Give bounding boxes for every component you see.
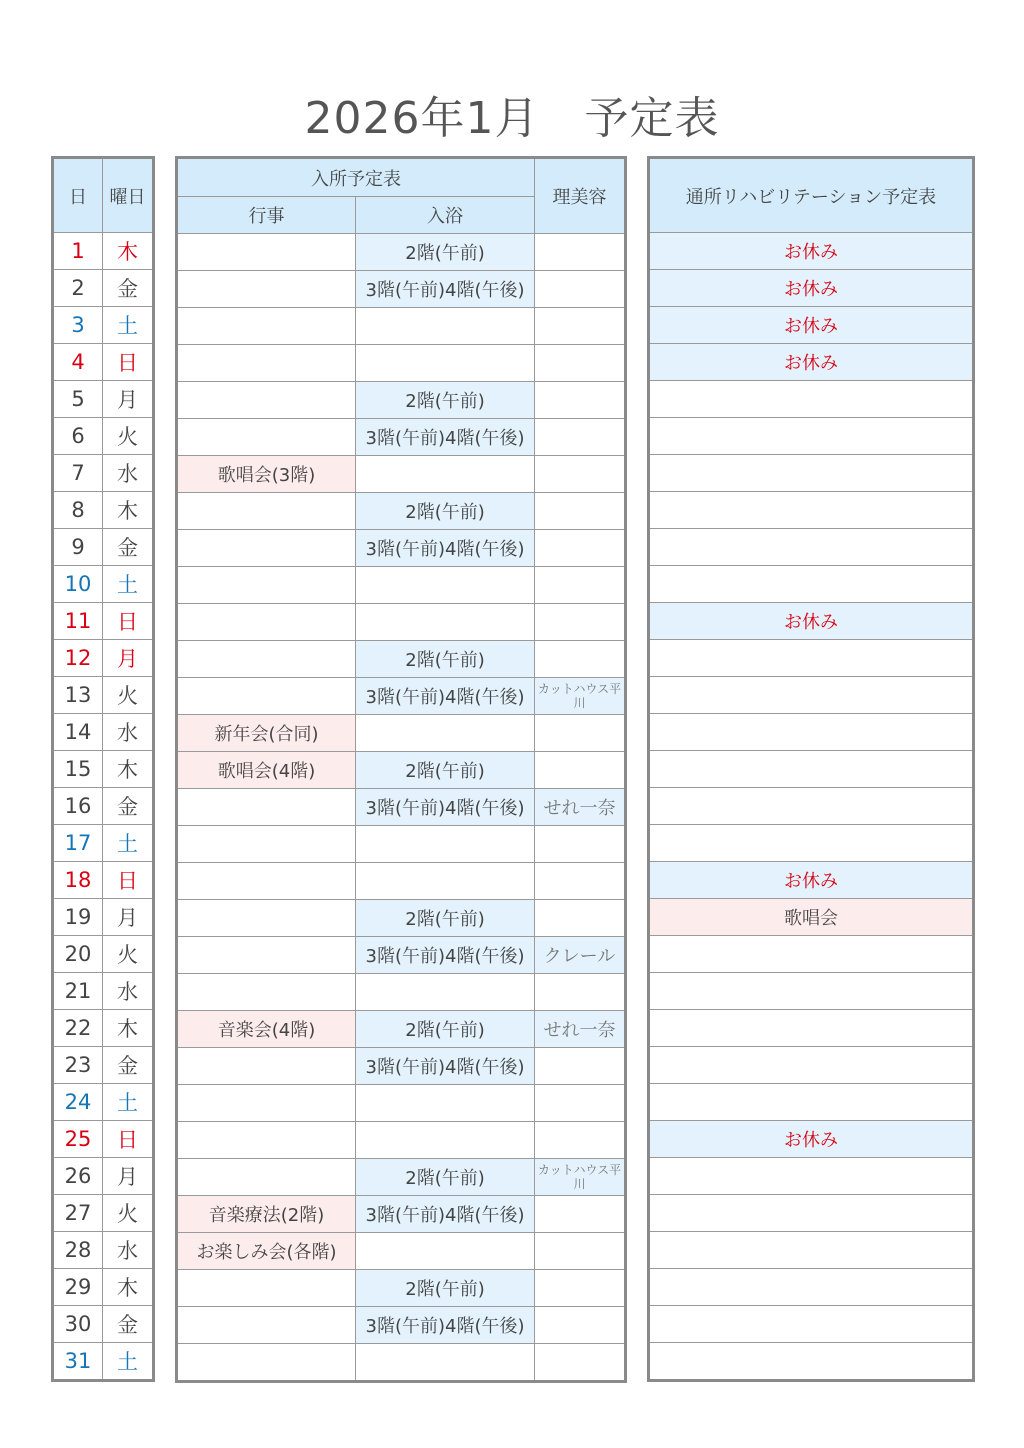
rehab-cell: [649, 936, 974, 973]
day-cell: 22: [53, 1010, 103, 1047]
rehab-cell: [649, 640, 974, 677]
rehab-header: 通所リハビリテーション予定表: [649, 158, 974, 233]
day-cell: 31: [53, 1343, 103, 1381]
rehab-row: [649, 418, 974, 455]
weekday-cell: 火: [103, 418, 154, 455]
barber-cell: [535, 382, 626, 419]
weekday-cell: 金: [103, 788, 154, 825]
barber-cell: [535, 974, 626, 1011]
weekday-cell: 土: [103, 566, 154, 603]
nyusho-row: [177, 1233, 626, 1270]
day-cell: 1: [53, 233, 103, 270]
day-cell: 12: [53, 640, 103, 677]
weekday-cell: 金: [103, 1306, 154, 1343]
weekday-cell: 日: [103, 344, 154, 381]
date-row: [53, 529, 154, 566]
date-row: [53, 418, 154, 455]
day-cell: 17: [53, 825, 103, 862]
bath-cell: [356, 1085, 535, 1122]
barber-cell: [535, 1085, 626, 1122]
bath-cell: 2階(午前): [356, 900, 535, 937]
gyoji-header: 行事: [177, 197, 356, 234]
date-row: [53, 1010, 154, 1047]
rehab-cell: [649, 1158, 974, 1195]
day-cell: 21: [53, 973, 103, 1010]
date-row: [53, 455, 154, 492]
nyusho-row: [177, 1159, 626, 1196]
barber-cell: [535, 345, 626, 382]
nyusho-row: [177, 1196, 626, 1233]
barber-cell: せれ一奈: [535, 789, 626, 826]
event-cell: [177, 900, 356, 937]
barber-cell: [535, 1307, 626, 1344]
weekday-cell: 金: [103, 529, 154, 566]
nyusho-row: [177, 271, 626, 308]
event-cell: [177, 1122, 356, 1159]
date-row: [53, 1195, 154, 1232]
weekday-cell: 木: [103, 233, 154, 270]
weekday-cell: 土: [103, 1084, 154, 1121]
weekday-cell: 水: [103, 714, 154, 751]
rehab-row: [649, 1121, 974, 1158]
weekday-cell: 土: [103, 1343, 154, 1381]
bath-cell: [356, 308, 535, 345]
nyusho-row: [177, 752, 626, 789]
day-cell: 10: [53, 566, 103, 603]
nyusho-table: [175, 156, 627, 1383]
date-row: [53, 862, 154, 899]
event-cell: 音楽会(4階): [177, 1011, 356, 1048]
rehab-row: [649, 862, 974, 899]
barber-cell: [535, 456, 626, 493]
barber-cell: [535, 419, 626, 456]
bath-cell: [356, 345, 535, 382]
event-cell: 音楽療法(2階): [177, 1196, 356, 1233]
bath-cell: 3階(午前)4階(午後): [356, 271, 535, 308]
event-cell: [177, 234, 356, 271]
bath-cell: 3階(午前)4階(午後): [356, 1307, 535, 1344]
barber-cell: [535, 493, 626, 530]
date-row: [53, 1269, 154, 1306]
rehab-row: [649, 1195, 974, 1232]
event-cell: [177, 826, 356, 863]
event-cell: [177, 1085, 356, 1122]
rehab-row: [649, 825, 974, 862]
date-row: [53, 640, 154, 677]
event-cell: [177, 345, 356, 382]
weekday-cell: 木: [103, 751, 154, 788]
date-row: [53, 973, 154, 1010]
weekday-cell: 土: [103, 307, 154, 344]
barber-cell: せれ一奈: [535, 1011, 626, 1048]
bath-cell: 2階(午前): [356, 1270, 535, 1307]
weekday-cell: 水: [103, 1232, 154, 1269]
day-cell: 11: [53, 603, 103, 640]
barber-cell: カットハウス平川: [535, 1159, 626, 1196]
bath-cell: 2階(午前): [356, 234, 535, 271]
rehab-row: [649, 603, 974, 640]
rehab-cell: [649, 714, 974, 751]
nyusho-row: [177, 974, 626, 1011]
date-row: [53, 677, 154, 714]
day-cell: 23: [53, 1047, 103, 1084]
date-row: [53, 1306, 154, 1343]
event-cell: [177, 678, 356, 715]
barber-cell: [535, 1344, 626, 1382]
bath-cell: 3階(午前)4階(午後): [356, 530, 535, 567]
nyusho-row: [177, 1344, 626, 1382]
nyusho-header: 入所予定表: [177, 158, 535, 197]
day-cell: 26: [53, 1158, 103, 1195]
rehab-cell: [649, 1047, 974, 1084]
rehab-row: [649, 1047, 974, 1084]
day-cell: 3: [53, 307, 103, 344]
bath-cell: [356, 1344, 535, 1382]
barber-cell: カットハウス平川: [535, 678, 626, 715]
date-row: [53, 899, 154, 936]
weekday-cell: 火: [103, 677, 154, 714]
date-table: [51, 156, 155, 1382]
bath-cell: 3階(午前)4階(午後): [356, 789, 535, 826]
nyusho-row: [177, 493, 626, 530]
barber-cell: [535, 752, 626, 789]
event-cell: [177, 1159, 356, 1196]
weekday-cell: 月: [103, 899, 154, 936]
date-row: [53, 714, 154, 751]
bath-cell: 3階(午前)4階(午後): [356, 1196, 535, 1233]
weekday-cell: 月: [103, 381, 154, 418]
date-row: [53, 1121, 154, 1158]
page-title: 2026年1月 予定表: [304, 93, 720, 144]
rehab-cell: [649, 1343, 974, 1381]
rehab-row: [649, 1269, 974, 1306]
rehab-cell: [649, 825, 974, 862]
rehab-row: [649, 270, 974, 307]
day-cell: 8: [53, 492, 103, 529]
bath-cell: [356, 567, 535, 604]
day-cell: 24: [53, 1084, 103, 1121]
event-cell: [177, 789, 356, 826]
rehab-cell: [649, 973, 974, 1010]
weekday-cell: 木: [103, 492, 154, 529]
rehab-row: [649, 640, 974, 677]
rehab-cell: [649, 455, 974, 492]
event-cell: [177, 493, 356, 530]
rehab-cell: [649, 677, 974, 714]
rehab-row: [649, 751, 974, 788]
day-cell: 15: [53, 751, 103, 788]
date-row: [53, 492, 154, 529]
nyusho-row: [177, 826, 626, 863]
barber-cell: [535, 1233, 626, 1270]
rehab-row: [649, 1343, 974, 1381]
rehab-cell: [649, 529, 974, 566]
weekday-header: 曜日: [103, 158, 154, 233]
rehab-row: [649, 899, 974, 936]
bath-cell: 2階(午前): [356, 1159, 535, 1196]
bath-cell: [356, 826, 535, 863]
nyusho-row: [177, 308, 626, 345]
nyusho-row: [177, 1122, 626, 1159]
event-cell: [177, 271, 356, 308]
rehab-cell: [649, 1269, 974, 1306]
bath-cell: [356, 715, 535, 752]
rehab-cell: [649, 418, 974, 455]
rehab-row: [649, 529, 974, 566]
barber-cell: [535, 641, 626, 678]
event-cell: [177, 567, 356, 604]
bath-cell: 3階(午前)4階(午後): [356, 1048, 535, 1085]
date-row: [53, 1084, 154, 1121]
date-row: [53, 307, 154, 344]
rehab-row: [649, 1306, 974, 1343]
nyusho-row: [177, 567, 626, 604]
date-row: [53, 1047, 154, 1084]
weekday-cell: 木: [103, 1010, 154, 1047]
day-cell: 6: [53, 418, 103, 455]
rehab-cell: [649, 381, 974, 418]
event-cell: [177, 863, 356, 900]
day-cell: 19: [53, 899, 103, 936]
nyusho-row: [177, 1307, 626, 1344]
rehab-row: [649, 381, 974, 418]
rehab-rows: [649, 233, 974, 1381]
barber-cell: [535, 271, 626, 308]
rehab-row: [649, 344, 974, 381]
nyusho-row: [177, 937, 626, 974]
rehab-row: [649, 1010, 974, 1047]
date-row: [53, 603, 154, 640]
weekday-cell: 金: [103, 270, 154, 307]
bath-cell: 3階(午前)4階(午後): [356, 419, 535, 456]
event-cell: [177, 419, 356, 456]
rehab-row: [649, 677, 974, 714]
event-cell: [177, 530, 356, 567]
weekday-cell: 土: [103, 825, 154, 862]
rehab-cell: [649, 1306, 974, 1343]
nyusho-row: [177, 900, 626, 937]
day-cell: 13: [53, 677, 103, 714]
rehab-row: [649, 714, 974, 751]
weekday-cell: 月: [103, 640, 154, 677]
bath-cell: 2階(午前): [356, 752, 535, 789]
day-cell: 4: [53, 344, 103, 381]
rehab-cell: [649, 751, 974, 788]
barber-cell: [535, 308, 626, 345]
rehab-cell: 歌唱会: [649, 899, 974, 936]
event-cell: 歌唱会(3階): [177, 456, 356, 493]
barber-cell: [535, 1196, 626, 1233]
barber-cell: クレール: [535, 937, 626, 974]
bath-cell: 2階(午前): [356, 382, 535, 419]
weekday-cell: 木: [103, 1269, 154, 1306]
bath-cell: [356, 456, 535, 493]
day-cell: 28: [53, 1232, 103, 1269]
event-cell: お楽しみ会(各階): [177, 1233, 356, 1270]
day-cell: 9: [53, 529, 103, 566]
barber-cell: [535, 1048, 626, 1085]
day-cell: 20: [53, 936, 103, 973]
rehab-cell: お休み: [649, 344, 974, 381]
bath-cell: 3階(午前)4階(午後): [356, 678, 535, 715]
date-rows: [53, 233, 154, 1381]
rehab-row: [649, 455, 974, 492]
nyusho-row: [177, 1085, 626, 1122]
weekday-cell: 日: [103, 603, 154, 640]
date-row: [53, 1158, 154, 1195]
rehab-row: [649, 566, 974, 603]
bath-cell: [356, 1122, 535, 1159]
rehab-row: [649, 1084, 974, 1121]
date-row: [53, 1343, 154, 1381]
barber-cell: [535, 826, 626, 863]
nyusho-row: [177, 419, 626, 456]
bath-cell: [356, 1233, 535, 1270]
barber-cell: [535, 234, 626, 271]
barber-cell: [535, 567, 626, 604]
weekday-cell: 金: [103, 1047, 154, 1084]
date-row: [53, 1232, 154, 1269]
date-row: [53, 936, 154, 973]
rehab-cell: [649, 788, 974, 825]
weekday-cell: 水: [103, 973, 154, 1010]
barber-cell: [535, 1270, 626, 1307]
day-cell: 5: [53, 381, 103, 418]
date-row: [53, 270, 154, 307]
weekday-cell: 水: [103, 455, 154, 492]
bath-cell: 2階(午前): [356, 641, 535, 678]
nyusho-row: [177, 456, 626, 493]
rehab-row: [649, 307, 974, 344]
date-row: [53, 381, 154, 418]
day-header: 日: [53, 158, 103, 233]
biyo-header: 理美容: [535, 158, 626, 234]
event-cell: [177, 1270, 356, 1307]
rehab-cell: [649, 1232, 974, 1269]
event-cell: [177, 641, 356, 678]
day-cell: 29: [53, 1269, 103, 1306]
bath-cell: [356, 974, 535, 1011]
barber-cell: [535, 863, 626, 900]
rehab-cell: お休み: [649, 603, 974, 640]
date-row: [53, 788, 154, 825]
rehab-cell: お休み: [649, 862, 974, 899]
rehab-row: [649, 492, 974, 529]
event-cell: [177, 604, 356, 641]
bath-cell: 2階(午前): [356, 493, 535, 530]
rehab-cell: お休み: [649, 307, 974, 344]
date-row: [53, 825, 154, 862]
bath-cell: [356, 604, 535, 641]
rehab-row: [649, 788, 974, 825]
nyusho-row: [177, 1270, 626, 1307]
day-cell: 27: [53, 1195, 103, 1232]
rehab-cell: お休み: [649, 233, 974, 270]
barber-cell: [535, 1122, 626, 1159]
nyusho-row: [177, 530, 626, 567]
weekday-cell: 月: [103, 1158, 154, 1195]
day-cell: 16: [53, 788, 103, 825]
nyusho-row: [177, 604, 626, 641]
date-row: [53, 566, 154, 603]
barber-cell: [535, 604, 626, 641]
rehab-row: [649, 233, 974, 270]
nyusho-row: [177, 234, 626, 271]
event-cell: [177, 1344, 356, 1382]
weekday-cell: 日: [103, 1121, 154, 1158]
day-cell: 2: [53, 270, 103, 307]
rehab-cell: [649, 1195, 974, 1232]
nyusho-rows: [177, 234, 626, 1382]
event-cell: 歌唱会(4階): [177, 752, 356, 789]
rehab-cell: [649, 492, 974, 529]
rehab-table: [647, 156, 975, 1382]
weekday-cell: 火: [103, 1195, 154, 1232]
date-row: [53, 751, 154, 788]
weekday-cell: 火: [103, 936, 154, 973]
barber-cell: [535, 900, 626, 937]
barber-cell: [535, 715, 626, 752]
bath-cell: 3階(午前)4階(午後): [356, 937, 535, 974]
nyusho-row: [177, 1048, 626, 1085]
day-cell: 25: [53, 1121, 103, 1158]
rehab-row: [649, 1158, 974, 1195]
event-cell: [177, 937, 356, 974]
nyusho-row: [177, 678, 626, 715]
bath-cell: 2階(午前): [356, 1011, 535, 1048]
rehab-cell: [649, 1010, 974, 1047]
nyusho-row: [177, 1011, 626, 1048]
nyuyoku-header: 入浴: [356, 197, 535, 234]
weekday-cell: 日: [103, 862, 154, 899]
rehab-row: [649, 973, 974, 1010]
nyusho-row: [177, 345, 626, 382]
event-cell: [177, 1307, 356, 1344]
day-cell: 18: [53, 862, 103, 899]
event-cell: [177, 308, 356, 345]
event-cell: 新年会(合同): [177, 715, 356, 752]
rehab-cell: [649, 1084, 974, 1121]
rehab-cell: お休み: [649, 270, 974, 307]
nyusho-row: [177, 641, 626, 678]
bath-cell: [356, 863, 535, 900]
day-cell: 14: [53, 714, 103, 751]
event-cell: [177, 974, 356, 1011]
date-row: [53, 233, 154, 270]
nyusho-row: [177, 789, 626, 826]
nyusho-row: [177, 715, 626, 752]
rehab-cell: [649, 566, 974, 603]
event-cell: [177, 1048, 356, 1085]
barber-cell: [535, 530, 626, 567]
date-row: [53, 344, 154, 381]
rehab-cell: お休み: [649, 1121, 974, 1158]
rehab-row: [649, 1232, 974, 1269]
day-cell: 30: [53, 1306, 103, 1343]
nyusho-row: [177, 382, 626, 419]
day-cell: 7: [53, 455, 103, 492]
event-cell: [177, 382, 356, 419]
nyusho-row: [177, 863, 626, 900]
rehab-row: [649, 936, 974, 973]
